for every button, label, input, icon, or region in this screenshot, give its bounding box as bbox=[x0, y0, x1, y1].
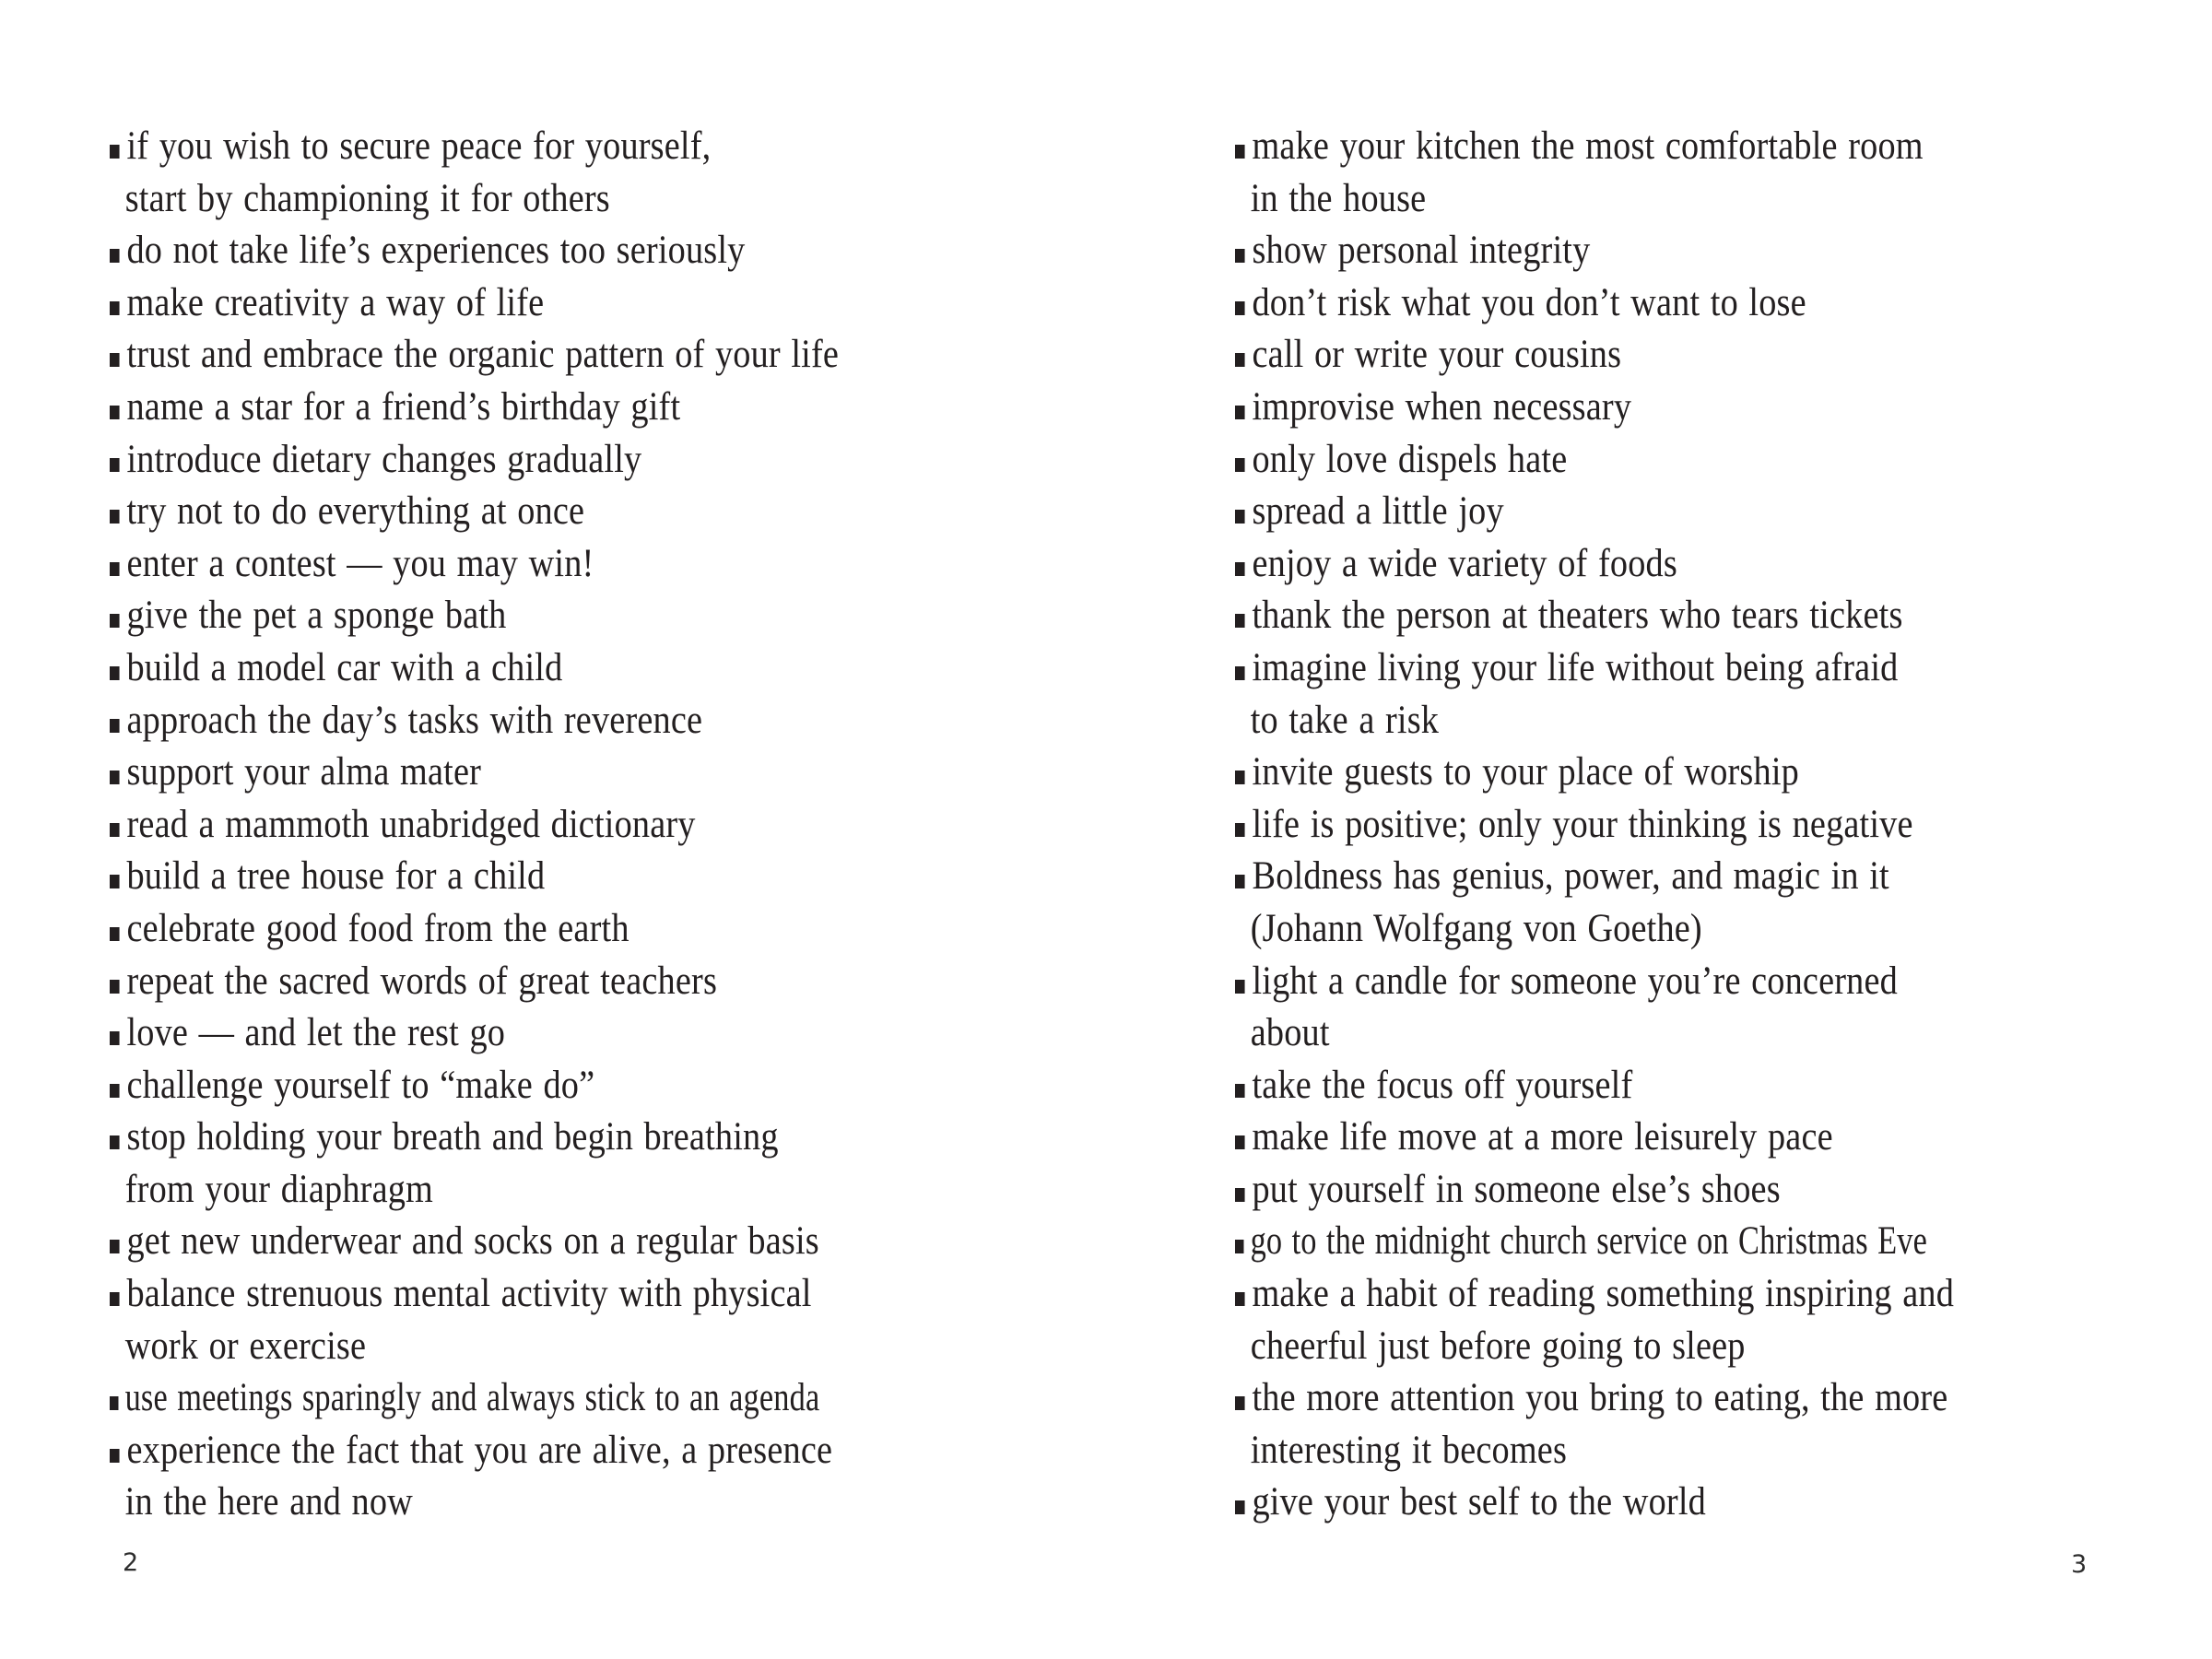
list-item-text: make a habit of reading something inspiring and bbox=[1252, 1271, 1955, 1316]
list-item-text: call or write your cousins bbox=[1252, 332, 1622, 377]
list-line bbox=[110, 850, 978, 902]
list-item-text: thank the person at theaters who tears tickets bbox=[1252, 593, 1903, 638]
list-item-text: invite guests to your place of worship bbox=[1252, 749, 1799, 794]
list-item-text: improvise when necessary bbox=[1252, 383, 1632, 429]
square-bullet-icon bbox=[1235, 353, 1245, 367]
list-item-text: take the focus off yourself bbox=[1252, 1062, 1633, 1107]
list-item-text: give the pet a sponge bath bbox=[126, 593, 507, 638]
list-item-text: make creativity a way of life bbox=[126, 279, 545, 324]
list-line bbox=[110, 1059, 978, 1112]
list-item-text: cheerful just before going to sleep bbox=[1250, 1323, 1746, 1368]
list-line bbox=[110, 798, 978, 851]
list-line bbox=[110, 1111, 978, 1163]
list-item-text: use meetings sparingly and always stick to an agenda bbox=[124, 1375, 820, 1420]
list-item-text: stop holding your breath and begin breathing bbox=[126, 1114, 779, 1159]
list-item-text: work or exercise bbox=[124, 1323, 367, 1368]
list-line bbox=[110, 120, 978, 172]
square-bullet-icon bbox=[1235, 980, 1245, 994]
list-item-text: start by championing it for others bbox=[124, 175, 610, 220]
list-line bbox=[1235, 1111, 2103, 1163]
list-line bbox=[110, 1267, 978, 1320]
list-line bbox=[110, 1320, 978, 1372]
list-item-text: get new underwear and socks on a regular basis bbox=[126, 1218, 819, 1264]
list-item-text: only love dispels hate bbox=[1252, 436, 1568, 481]
list-item-text: celebrate good food from the earth bbox=[126, 905, 629, 950]
square-bullet-icon bbox=[110, 666, 120, 680]
square-bullet-icon bbox=[110, 927, 120, 941]
list-line bbox=[1235, 589, 2103, 641]
list-line bbox=[110, 328, 978, 381]
square-bullet-icon bbox=[1235, 1292, 1245, 1306]
list-item-text: light a candle for someone you’re concerned bbox=[1252, 958, 1898, 1003]
list-line bbox=[1235, 1371, 2103, 1424]
list-line bbox=[1235, 1320, 2103, 1372]
list-line bbox=[110, 955, 978, 1007]
list-item-text: Boldness has genius, power, and magic in it bbox=[1252, 853, 1889, 899]
square-bullet-icon bbox=[110, 249, 120, 263]
list-line bbox=[1235, 276, 2103, 329]
list-line bbox=[1235, 1267, 2103, 1320]
square-bullet-icon bbox=[1235, 1500, 1245, 1514]
square-bullet-icon bbox=[1235, 1396, 1245, 1410]
list-item-text: name a star for a friend’s birthday gift bbox=[126, 383, 681, 429]
square-bullet-icon bbox=[110, 875, 120, 888]
list-item-text: in the here and now bbox=[124, 1479, 413, 1524]
square-bullet-icon bbox=[1235, 771, 1245, 784]
list-line bbox=[110, 433, 978, 486]
list-line bbox=[1235, 485, 2103, 537]
list-line bbox=[1235, 694, 2103, 747]
list-item-text: read a mammoth unabridged dictionary bbox=[126, 801, 696, 846]
list-item-text: challenge yourself to “make do” bbox=[126, 1062, 595, 1107]
square-bullet-icon bbox=[1235, 406, 1245, 419]
list-line bbox=[110, 589, 978, 641]
list-item-text: try not to do everything at once bbox=[126, 488, 585, 534]
list-item-text: make your kitchen the most comfortable room bbox=[1252, 124, 1924, 168]
list-line bbox=[110, 1476, 978, 1528]
list-line bbox=[1235, 746, 2103, 798]
square-bullet-icon bbox=[110, 458, 120, 472]
square-bullet-icon bbox=[110, 145, 120, 159]
list-line bbox=[1235, 1163, 2103, 1216]
list-line bbox=[1235, 902, 2103, 955]
list-line bbox=[1235, 850, 2103, 902]
list-item-text: show personal integrity bbox=[1252, 228, 1591, 273]
list-line bbox=[110, 694, 978, 747]
list-line bbox=[1235, 120, 2103, 172]
list-item-text: imagine living your life without being afraid bbox=[1252, 644, 1899, 689]
list-item-text: build a tree house for a child bbox=[126, 853, 546, 899]
list-line bbox=[110, 746, 978, 798]
list-item-text: life is positive; only your thinking is negative bbox=[1252, 801, 1913, 846]
list-line bbox=[1235, 1476, 2103, 1528]
square-bullet-icon bbox=[1235, 823, 1245, 837]
list-line bbox=[1235, 955, 2103, 1007]
square-bullet-icon bbox=[1235, 1188, 1245, 1202]
list-line bbox=[110, 902, 978, 955]
list-item-text: about bbox=[1250, 1010, 1330, 1055]
square-bullet-icon bbox=[1235, 145, 1245, 159]
square-bullet-icon bbox=[110, 510, 120, 524]
list-item-text: enter a contest — you may win! bbox=[126, 540, 594, 585]
list-line bbox=[1235, 1059, 2103, 1112]
list-item-text: interesting it becomes bbox=[1250, 1427, 1568, 1472]
list-item-text: balance strenuous mental activity with physical bbox=[126, 1271, 812, 1316]
list-item-text: enjoy a wide variety of foods bbox=[1252, 540, 1677, 585]
square-bullet-icon bbox=[110, 771, 120, 784]
list-item-text: go to the midnight church service on Christmas Eve bbox=[1250, 1218, 1928, 1264]
list-item-text: do not take life’s experiences too seriously bbox=[126, 228, 746, 273]
square-bullet-icon bbox=[110, 719, 120, 733]
page-number-left: 2 bbox=[123, 1548, 139, 1577]
list-line bbox=[1235, 172, 2103, 225]
right-page-list bbox=[1235, 120, 2212, 1528]
list-line bbox=[1235, 328, 2103, 381]
list-line bbox=[110, 1424, 978, 1477]
square-bullet-icon bbox=[1235, 875, 1245, 888]
list-line bbox=[110, 172, 978, 225]
left-page-list bbox=[110, 120, 1096, 1528]
list-item-text: give your best self to the world bbox=[1252, 1479, 1706, 1524]
square-bullet-icon bbox=[110, 1240, 120, 1253]
list-item-text: build a model car with a child bbox=[126, 644, 563, 689]
list-line bbox=[110, 1215, 978, 1267]
list-line bbox=[110, 537, 978, 590]
list-item-text: the more attention you bring to eating, the more bbox=[1252, 1375, 1948, 1420]
square-bullet-icon bbox=[1235, 1135, 1245, 1149]
list-line bbox=[110, 1006, 978, 1059]
list-line bbox=[1235, 798, 2103, 851]
square-bullet-icon bbox=[1235, 666, 1245, 680]
list-item-text: introduce dietary changes gradually bbox=[126, 436, 642, 481]
square-bullet-icon bbox=[110, 353, 120, 367]
list-line bbox=[1235, 537, 2103, 590]
list-item-text: make life move at a more leisurely pace bbox=[1252, 1114, 1833, 1159]
list-item-text: support your alma mater bbox=[126, 749, 482, 794]
list-item-text: in the house bbox=[1250, 175, 1427, 220]
list-line bbox=[1235, 224, 2103, 276]
list-item-text: repeat the sacred words of great teachers bbox=[126, 958, 718, 1003]
square-bullet-icon bbox=[1235, 301, 1245, 315]
list-line bbox=[1235, 381, 2103, 433]
square-bullet-icon bbox=[110, 614, 120, 628]
square-bullet-icon bbox=[110, 562, 120, 576]
square-bullet-icon bbox=[1235, 1084, 1245, 1098]
list-item-text: approach the day’s tasks with reverence bbox=[126, 697, 703, 742]
list-item-text: (Johann Wolfgang von Goethe) bbox=[1250, 905, 1702, 950]
list-item-text: spread a little joy bbox=[1252, 488, 1504, 534]
square-bullet-icon bbox=[110, 1292, 120, 1306]
square-bullet-icon bbox=[110, 980, 120, 994]
square-bullet-icon bbox=[110, 406, 120, 419]
square-bullet-icon bbox=[110, 1031, 120, 1045]
square-bullet-icon bbox=[1235, 614, 1245, 628]
square-bullet-icon bbox=[110, 301, 120, 315]
list-item-text: from your diaphragm bbox=[124, 1166, 434, 1211]
square-bullet-icon bbox=[110, 1084, 120, 1098]
list-item-text: love — and let the rest go bbox=[126, 1010, 506, 1055]
list-item-text: don’t risk what you don’t want to lose bbox=[1252, 279, 1806, 324]
list-line bbox=[1235, 433, 2103, 486]
list-line bbox=[1235, 1006, 2103, 1059]
square-bullet-icon bbox=[110, 823, 120, 837]
list-line bbox=[110, 1163, 978, 1216]
square-bullet-icon bbox=[110, 1396, 118, 1410]
square-bullet-icon bbox=[110, 1449, 120, 1463]
square-bullet-icon bbox=[1235, 458, 1245, 472]
square-bullet-icon bbox=[110, 1135, 120, 1149]
square-bullet-icon bbox=[1235, 1240, 1243, 1253]
list-item-text: experience the fact that you are alive, a presence bbox=[126, 1427, 833, 1472]
square-bullet-icon bbox=[1235, 562, 1245, 576]
list-line bbox=[1235, 641, 2103, 694]
list-item-text: put yourself in someone else’s shoes bbox=[1252, 1166, 1781, 1211]
list-line bbox=[1235, 1215, 2014, 1267]
list-line bbox=[110, 641, 978, 694]
list-line bbox=[110, 224, 978, 276]
list-item-text: to take a risk bbox=[1250, 697, 1440, 742]
list-item-text: if you wish to secure peace for yourself, bbox=[126, 124, 712, 168]
square-bullet-icon bbox=[1235, 510, 1245, 524]
list-line bbox=[1235, 1424, 2103, 1477]
list-line bbox=[110, 276, 978, 329]
list-line bbox=[110, 485, 978, 537]
square-bullet-icon bbox=[1235, 249, 1245, 263]
list-line bbox=[110, 381, 978, 433]
list-line bbox=[110, 1371, 888, 1424]
list-item-text: trust and embrace the organic pattern of your life bbox=[126, 332, 840, 377]
page-number-right: 3 bbox=[2071, 1550, 2088, 1579]
